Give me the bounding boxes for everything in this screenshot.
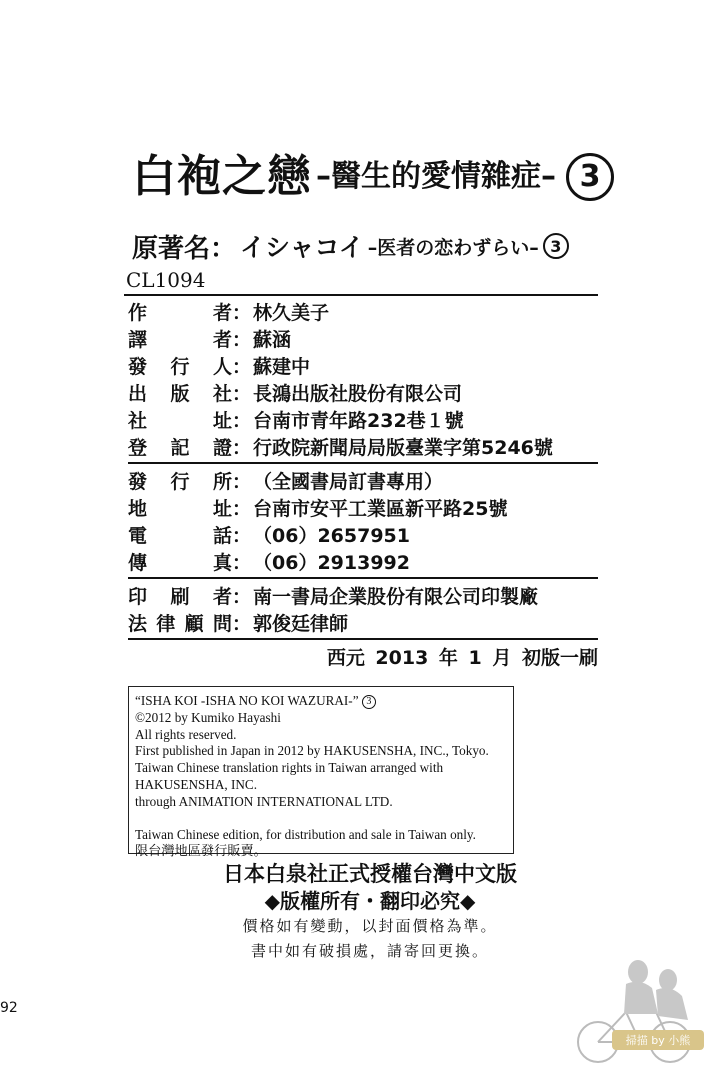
figure-body-icon (624, 982, 658, 1014)
credit-label-char: 刷 (170, 586, 190, 608)
credit-value: （06）2657951 (253, 525, 410, 547)
credit-label-char: 律 (156, 613, 176, 635)
license-title: “ISHA KOI -ISHA NO KOI WAZURAI-” 3 (135, 693, 507, 710)
credit-colon: ： (232, 437, 252, 459)
credit-colon: ： (232, 498, 252, 520)
credit-row (128, 521, 598, 548)
divider (128, 638, 598, 640)
distribution-credits (128, 467, 598, 575)
volume-number: 3 (566, 153, 614, 201)
credit-row (128, 433, 598, 460)
title-subtitle: –醫生的愛情雜症– (316, 159, 556, 194)
credit-label (128, 325, 232, 352)
credit-colon: ： (232, 525, 252, 547)
watermark-text: 掃描 by 小熊 (625, 1034, 691, 1047)
credit-colon: ： (232, 471, 252, 493)
catalog-code: CL1094 (126, 268, 206, 292)
credits-block (128, 298, 598, 670)
figure-head-icon (659, 969, 677, 991)
license-box (128, 686, 514, 859)
credit-row (128, 379, 598, 406)
credit-value: 台南市青年路232巷１號 (253, 410, 464, 432)
credit-row (128, 548, 598, 575)
credit-label-char: 所 (212, 471, 232, 493)
credit-row (128, 609, 598, 636)
credit-label (128, 582, 232, 609)
divider (124, 294, 598, 296)
credit-label-char: 者 (212, 329, 232, 351)
original-volume-number: 3 (543, 233, 569, 259)
scanner-watermark (560, 950, 710, 1070)
credit-label-char: 社 (212, 383, 232, 405)
region-line: 限台灣地區發行販賣。 (135, 843, 267, 859)
credit-label (128, 467, 232, 494)
credit-row (128, 467, 598, 494)
credit-label (128, 379, 232, 406)
credit-colon: ： (232, 329, 252, 351)
credit-colon: ： (232, 383, 252, 405)
publishing-credits (128, 298, 598, 460)
original-title-main: イシャコイ (240, 233, 364, 262)
translation-rights-line: Taiwan Chinese translation rights in Taiwan arranged with HAKUSENSHA, INC. (135, 760, 444, 792)
credit-colon: ： (232, 552, 252, 574)
title-main: 白袍之戀 (132, 151, 312, 202)
credit-row (128, 325, 598, 352)
credit-colon: ： (232, 613, 252, 635)
credit-label-char: 發 (128, 356, 148, 378)
credit-label-char: 傳 (128, 552, 148, 574)
credit-label-char: 發 (128, 471, 148, 493)
credit-label-char: 登 (128, 437, 148, 459)
credit-label-char: 電 (128, 525, 148, 547)
edition-info: 西元 2013 年 1 月 初版一刷 (326, 647, 598, 669)
credit-label-char: 話 (212, 525, 232, 547)
credit-label-char: 問 (212, 613, 232, 635)
credit-label-char: 地 (128, 498, 148, 520)
credit-colon: ： (232, 356, 252, 378)
original-title-label: 原著名： (132, 233, 237, 264)
page-number: 92 (0, 1000, 18, 1016)
distribution-line: Taiwan Chinese edition, for distribution and sale in Taiwan only. (135, 826, 476, 842)
credit-colon: ： (232, 586, 252, 608)
footer (150, 860, 590, 964)
agency-line: through ANIMATION INTERNATIONAL LTD. (135, 793, 393, 809)
credit-label-char: 人 (212, 356, 232, 378)
credit-label-char: 記 (170, 437, 190, 459)
credit-label-char: 顧 (184, 613, 204, 635)
original-title-subtitle: –医者の恋わずらい– (367, 236, 539, 259)
credit-label-char: 者 (212, 586, 232, 608)
first-published-line: First published in Japan in 2012 by HAKUSENSHA, INC., Tokyo. (135, 743, 489, 759)
figure-head-icon (628, 960, 648, 984)
credit-value: 蘇建中 (253, 356, 311, 378)
credit-label (128, 521, 232, 548)
credit-row (128, 406, 598, 433)
credit-value: 台南市安平工業區新平路25號 (253, 498, 508, 520)
credit-value: 南一書局企業股份有限公司印製廠 (253, 586, 539, 608)
credit-row (128, 494, 598, 521)
book-title (132, 148, 614, 206)
divider (128, 462, 598, 464)
divider (128, 577, 598, 579)
credit-label (128, 298, 232, 325)
credit-value: （06）2913992 (253, 552, 410, 574)
credit-row (128, 352, 598, 379)
copyright-notice: ◆版權所有・翻印必究◆ (264, 889, 476, 913)
credit-value: 郭俊廷律師 (253, 613, 349, 635)
credit-label-char: 者 (212, 302, 232, 324)
credit-value: 蘇涵 (253, 329, 292, 351)
credit-label (128, 406, 232, 433)
license-volume: 3 (362, 695, 376, 709)
credit-label-char: 社 (128, 410, 148, 432)
credit-label-char: 印 (128, 586, 148, 608)
credit-label-char: 譯 (128, 329, 148, 351)
credit-colon: ： (232, 410, 252, 432)
rights-line: All rights reserved. (135, 726, 237, 742)
credit-label (128, 548, 232, 575)
credit-label (128, 352, 232, 379)
credit-value: 行政院新聞局局版臺業字第5246號 (253, 437, 553, 459)
credit-label (128, 494, 232, 521)
credit-row (128, 298, 598, 325)
figure-body-icon (656, 988, 688, 1020)
printing-credits (128, 582, 598, 636)
credit-label (128, 609, 232, 636)
price-notice: 價格如有變動，以封面價格為準。 (242, 917, 498, 935)
credit-row (128, 582, 598, 609)
original-title (132, 230, 569, 262)
credit-label-char: 行 (170, 471, 190, 493)
credit-colon: ： (232, 302, 252, 324)
credit-label-char: 址 (212, 410, 232, 432)
credit-label-char: 作 (128, 302, 148, 324)
credit-value: 林久美子 (253, 302, 330, 324)
credit-value: 長鴻出版社股份有限公司 (253, 383, 463, 405)
credit-label-char: 證 (212, 437, 232, 459)
credit-label-char: 真 (212, 552, 232, 574)
authorization-line: 日本白泉社正式授權台灣中文版 (223, 862, 517, 886)
credit-label-char: 版 (170, 383, 190, 405)
credit-label-char: 出 (128, 383, 148, 405)
credit-value: （全國書局訂書專用） (253, 471, 444, 493)
credit-label-char: 行 (170, 356, 190, 378)
credit-label (128, 433, 232, 460)
replacement-notice: 書中如有破損處，請寄回更換。 (250, 942, 489, 960)
copyright-line: ©2012 by Kumiko Hayashi (135, 709, 281, 725)
credit-label-char: 址 (212, 498, 232, 520)
credit-label-char: 法 (128, 613, 148, 635)
